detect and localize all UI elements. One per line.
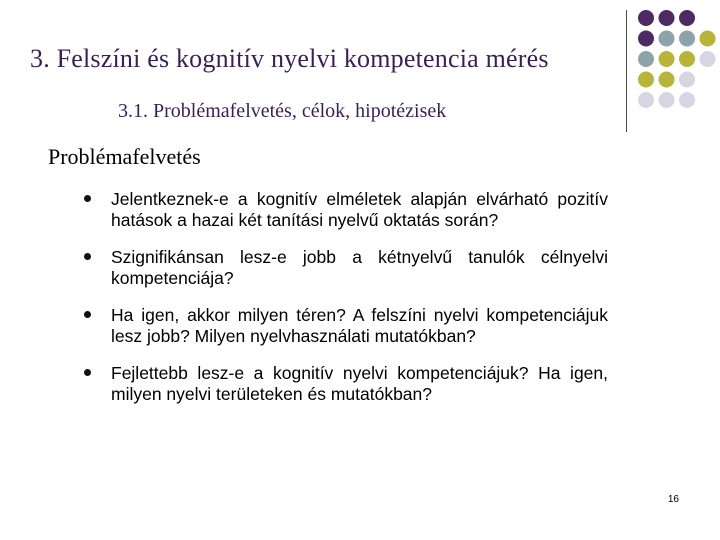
bullet-dot-icon: [84, 253, 91, 260]
decorative-dot: [659, 31, 675, 47]
decorative-dot-grid: [638, 10, 720, 120]
decorative-dot: [679, 10, 695, 26]
decorative-dot: [638, 72, 654, 88]
decorative-dot: [638, 92, 654, 108]
bullet-dot-icon: [84, 311, 91, 318]
bullet-dot-icon: [84, 369, 91, 376]
bullet-text: Szignifikánsan lesz-e jobb a kétnyelvű tanulók célnyelvi kompetenciája?: [111, 247, 608, 288]
decorative-dot: [638, 31, 654, 47]
decorative-dot: [679, 51, 695, 67]
decorative-dot: [638, 51, 654, 67]
decorative-dot: [700, 51, 716, 67]
slide-subtitle: 3.1. Problémafelvetés, célok, hipotézisek: [118, 100, 447, 122]
list-item: [84, 189, 608, 231]
slide-title: 3. Felszíni és kognitív nyelvi kompetencia mérés: [30, 44, 549, 73]
decorative-dot: [700, 31, 716, 47]
bullet-list: [84, 189, 608, 421]
decorative-dot: [679, 92, 695, 108]
decorative-dot: [659, 92, 675, 108]
decorative-dot: [659, 51, 675, 67]
decorative-dot: [638, 10, 654, 26]
section-heading: Problémafelvetés: [48, 144, 201, 169]
list-item: [84, 247, 608, 289]
decorative-dot: [659, 72, 675, 88]
decorative-dot: [679, 72, 695, 88]
bullet-text: Fejlettebb lesz-e a kognitív nyelvi kompetenciájuk? Ha igen, milyen nyelvi területeken és mutatókban?: [111, 363, 608, 404]
bullet-text: Jelentkeznek-e a kognitív elméletek alapján elvárható pozitív hatások a hazai két tanítási nyelvű oktatás során?: [111, 189, 608, 230]
bullet-text: Ha igen, akkor milyen téren? A felszíni nyelvi kompetenciájuk lesz jobb? Milyen nyelvhasználati mutatókban?: [111, 305, 608, 346]
page-number: 16: [667, 494, 679, 505]
decorative-dot: [659, 10, 675, 26]
bullet-dot-icon: [84, 195, 91, 202]
decorative-dot: [679, 31, 695, 47]
list-item: [84, 305, 608, 347]
list-item: [84, 363, 608, 405]
divider-line: [626, 10, 627, 132]
